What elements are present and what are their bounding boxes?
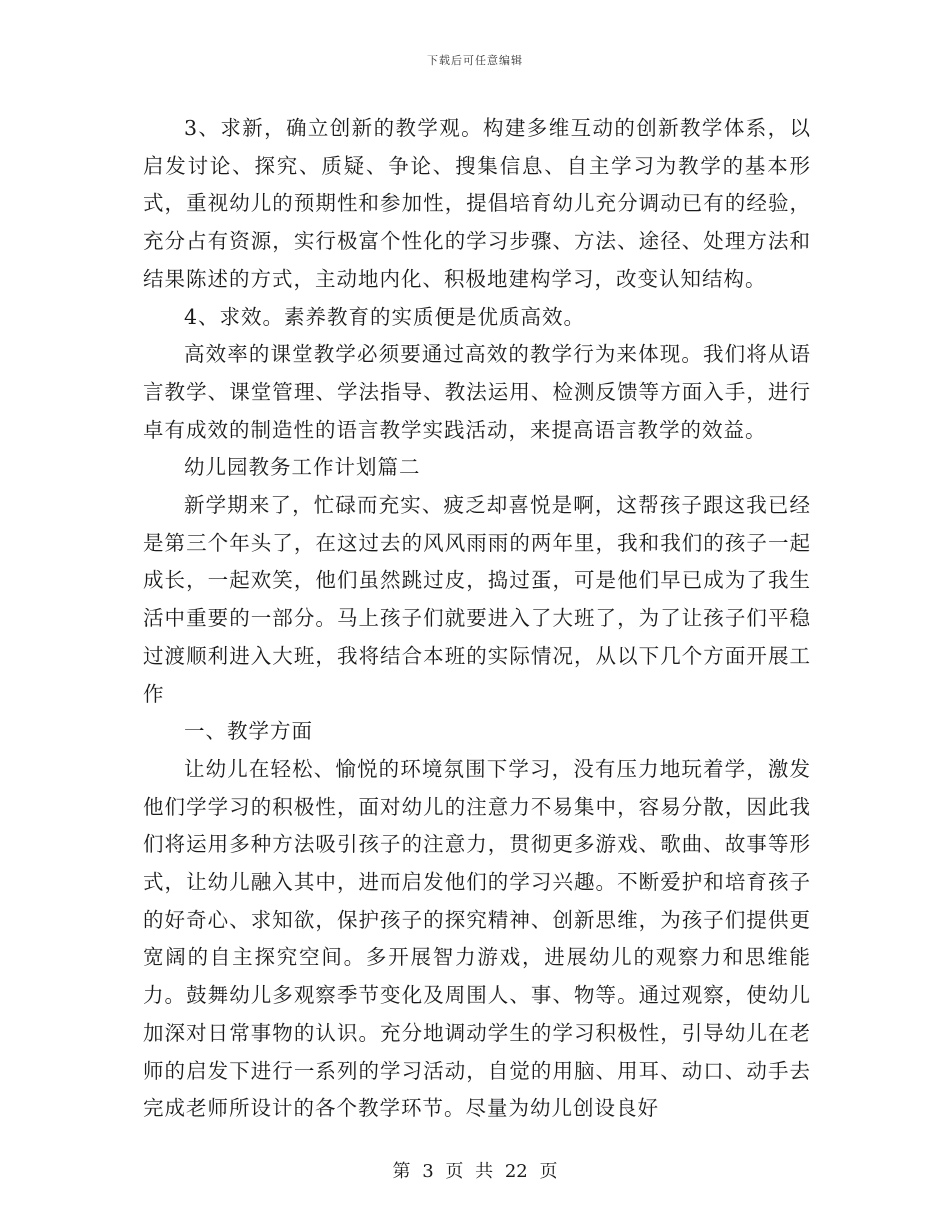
document-body [143, 110, 811, 1128]
paragraph-seek-innovation: 3、求新，确立创新的教学观。构建多维互动的创新教学体系，以启发讨论、探究、质疑、争论、搜集信息、自主学习为教学的基本形式，重视幼儿的预期性和参加性，提倡培育幼儿充分调动已有的经验，充分占有资源，实行极富个性化的学习步骤、方法、途径、处理方法和结果陈述的方式，主动地内化、积极地建构学习，改变认知结构。 [143, 116, 811, 291]
paragraph-new-semester: 新学期来了，忙碌而充实、疲乏却喜悦是啊，这帮孩子跟这我已经是第三个年头了，在这过去的风风雨雨的两年里，我和我们的孩子一起成长，一起欢笑，他们虽然跳过皮，捣过蛋，可是他们早已成为了我生活中重要的一部分。马上孩子们就要进入了大班了，为了让孩子们平稳过渡顺利进入大班，我将结合本班的实际情况，从以下几个方面开展工作 [143, 493, 811, 706]
paragraph-seek-effect: 4、求效。素养教育的实质便是优质高效。 [184, 304, 586, 329]
paragraph-teaching-details: 让幼儿在轻松、愉悦的环境氛围下学习，没有压力地玩着学，激发他们学学习的积极性，面对幼儿的注意力不易集中，容易分散，因此我们将运用多种方法吸引孩子的注意力，贯彻更多游戏、歌曲、故事等形式，让幼儿融入其中，进而启发他们的学习兴趣。不断爱护和培育孩子的好奇心、求知欲，保护孩子的探究精神、创新思维，为孩子们提供更宽阔的自主探究空间。多开展智力游戏，进展幼儿的观察力和思维能力。鼓舞幼儿多观察季节变化及周围人、事、物等。通过观察，使幼儿加深对日常事物的认识。充分地调动学生的学习积极性，引导幼儿在老师的启发下进行一系列的学习活动，自觉的用脑、用耳、动口、动手去完成老师所设计的各个教学环节。尽量为幼儿创设良好 [143, 756, 811, 1121]
page-header: 下载后可任意编辑 [427, 54, 523, 67]
page-number-footer: 第 3 页 共 22 页 [392, 1161, 558, 1182]
paragraph-efficient-teaching: 高效率的课堂教学必须要通过高效的教学行为来体现。我们将从语言教学、课堂管理、学法指导、教法运用、检测反馈等方面入手，进行卓有成效的制造性的语言教学实践活动，来提高语言教学的效益。 [143, 342, 811, 442]
section-heading-plan-two: 幼儿园教务工作计划篇二 [184, 455, 421, 480]
section-heading-teaching: 一、教学方面 [184, 719, 313, 744]
